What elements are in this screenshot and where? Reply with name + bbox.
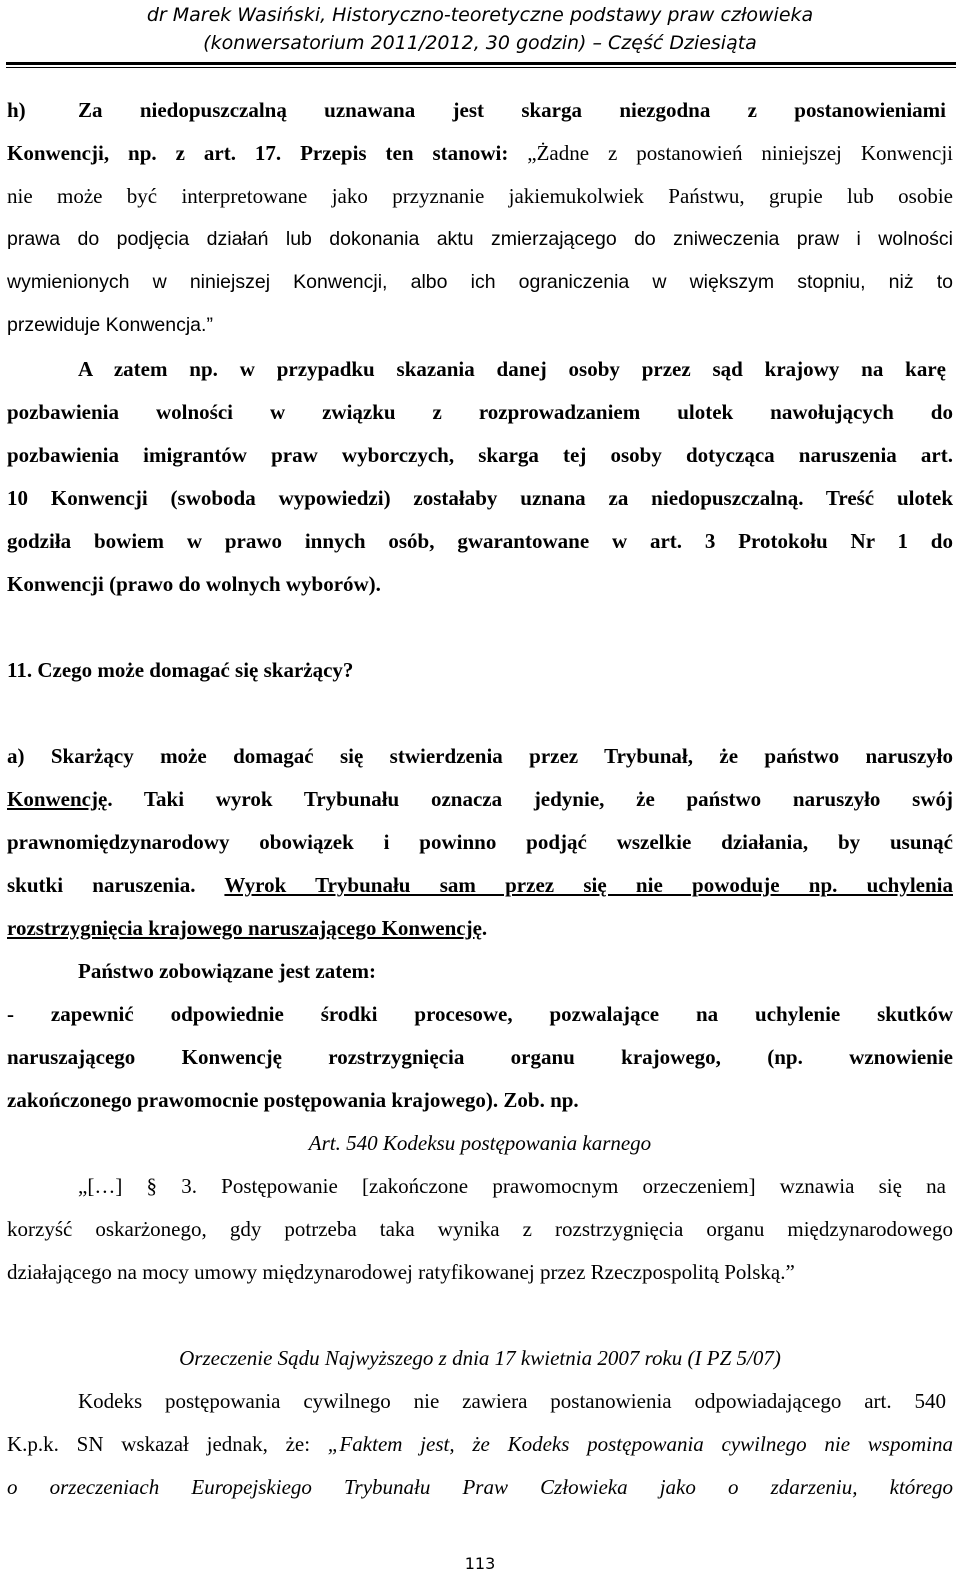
obligation-dash-line-2: naruszającego Konwencję rozstrzygnięcia organu krajowego, (np. wznowienie — [7, 1045, 953, 1069]
art-540-line-3: działającego na mocy umowy międzynarodowej ratyfikowanej przez Rzeczpospolitą Polską.” — [7, 1260, 795, 1284]
art-540-line-2: korzyść oskarżonego, gdy potrzeba taka wynika z rozstrzygnięcia organu międzynarodowego — [7, 1217, 953, 1241]
header-rule-thin — [6, 67, 956, 68]
sn-line-1: Kodeks postępowania cywilnego nie zawiera postanowienia odpowiadającego art. 540 — [78, 1389, 946, 1413]
sn-line-2: K.p.k. SN wskazał jednak, że: „Faktem jest, że Kodeks postępowania cywilnego nie wspomina — [7, 1432, 953, 1456]
point-h-line-6: przewiduje Konwencja.” — [7, 314, 213, 336]
obligation-dash-line-3: zakończonego prawomocnie postępowania krajowego). Zob. np. — [7, 1088, 579, 1112]
answer-a-line-5: rozstrzygnięcia krajowego naruszającego Konwencję. — [7, 916, 488, 940]
header-rule-thick — [6, 62, 956, 65]
point-h-line-1: Za niedopuszczalną uznawana jest skarga niezgodna z postanowieniami — [78, 98, 946, 122]
obligation-dash-line-1: - zapewnić odpowiednie środki procesowe, pozwalające na uchylenie skutków — [7, 1002, 953, 1026]
point-h-marker: h) — [7, 98, 26, 122]
point-h-line-4: prawa do podjęcia działań lub dokonania aktu zmierzającego do zniweczenia praw i wolności — [7, 228, 953, 250]
point-h-line-5: wymienionych w niniejszej Konwencji, albo ich ograniczenia w większym stopniu, niż to — [7, 271, 953, 293]
sn-line-3: o orzeczeniach Europejskiego Trybunału Praw Człowieka jako o zdarzeniu, którego — [7, 1475, 953, 1499]
example-line-4: 10 Konwencji (swoboda wypowiedzi) zostałaby uznana za niedopuszczalną. Treść ulotek — [7, 486, 953, 510]
example-line-5: godziła bowiem w prawo innych osób, gwarantowane w art. 3 Protokołu Nr 1 do — [7, 529, 953, 553]
answer-a-line-4: skutki naruszenia. Wyrok Trybunału sam przez się nie powoduje np. uchylenia — [7, 873, 953, 897]
header-author-title: dr Marek Wasiński, Historyczno-teoretyczne podstawy praw człowieka — [146, 4, 814, 26]
example-line-3: pozbawienia imigrantów praw wyborczych, skarga tej osoby dotycząca naruszenia art. — [7, 443, 953, 467]
answer-a-line-2: Konwencję. Taki wyrok Trybunału oznacza jedynie, że państwo naruszyło swój — [7, 787, 953, 811]
art-540-line-1: „[…] § 3. Postępowanie [zakończone prawomocnym orzeczeniem] wznawia się na — [78, 1174, 946, 1198]
question-11-heading: 11. Czego może domagać się skarżący? — [7, 658, 354, 682]
example-line-2: pozbawienia wolności w związku z rozprowadzaniem ulotek nawołujących do — [7, 400, 953, 424]
header-course-info: (konwersatorium 2011/2012, 30 godzin) – Część Dziesiąta — [203, 32, 757, 54]
point-h-line-3: nie może być interpretowane jako przyznanie jakiemukolwiek Państwu, grupie lub osobie — [7, 184, 953, 208]
point-h-line-2: Konwencji, np. z art. 17. Przepis ten stanowi: „Żadne z postanowień niniejszej Konwencji — [7, 141, 953, 165]
state-obligation-heading: Państwo zobowiązane jest zatem: — [78, 959, 377, 983]
example-line-1: A zatem np. w przypadku skazania danej osoby przez sąd krajowy na karę — [78, 357, 946, 381]
page-number: 113 — [464, 1554, 496, 1573]
art-540-title: Art. 540 Kodeksu postępowania karnego — [308, 1131, 652, 1155]
example-line-6: Konwencji (prawo do wolnych wyborów). — [7, 572, 381, 596]
answer-a-line-3: prawnomiędzynarodowy obowiązek i powinno podjąć wszelkie działania, by usunąć — [7, 830, 953, 854]
answer-a-line-1: a) Skarżący może domagać się stwierdzenia przez Trybunał, że państwo naruszyło — [7, 744, 953, 768]
sn-ruling-title: Orzeczenie Sądu Najwyższego z dnia 17 kwietnia 2007 roku (I PZ 5/07) — [179, 1346, 781, 1370]
